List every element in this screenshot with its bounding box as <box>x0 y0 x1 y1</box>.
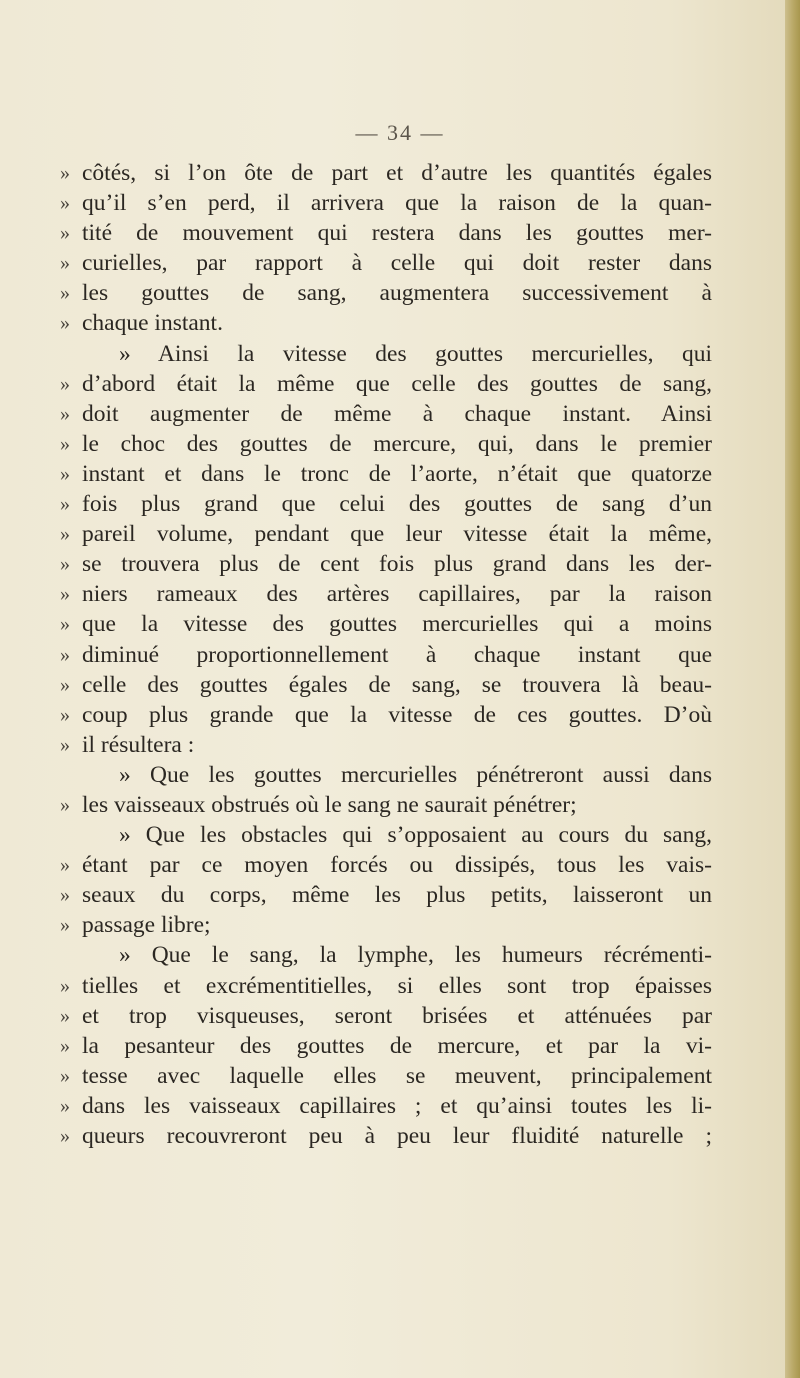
quote-mark: » <box>60 733 70 756</box>
text-line <box>60 700 712 730</box>
text-line <box>60 429 712 459</box>
quote-mark: » <box>60 1125 70 1147</box>
text-line <box>60 1061 712 1091</box>
body-text <box>60 158 712 1151</box>
line-text: » Ainsi la vitesse des gouttes mercurielles, qui <box>119 340 712 367</box>
line-text: côtés, si l’on ôte de part et d’autre les quantités égales <box>82 160 712 186</box>
quote-mark: » <box>60 312 70 335</box>
line-text: le choc des gouttes de mercure, qui, dans le premier <box>82 430 712 457</box>
text-line <box>60 519 712 549</box>
line-text: queurs recouvreront peu à peu leur fluidité naturelle ; <box>82 1123 712 1149</box>
line-text: il résultera : <box>82 731 195 758</box>
text-line <box>60 880 712 910</box>
text-line <box>60 640 712 670</box>
line-text: d’abord était la même que celle des gouttes de sang, <box>82 370 712 397</box>
text-line <box>82 940 712 970</box>
quote-mark: » <box>60 432 70 455</box>
line-text: qu’il s’en perd, il arrivera que la raison de la quan- <box>82 190 712 217</box>
line-text: les gouttes de sang, augmentera successivement à <box>82 280 712 307</box>
line-text: tesse avec laquelle elles se meuvent, principalement <box>82 1062 712 1089</box>
text-line <box>60 399 712 429</box>
line-text: étant par ce moyen forcés ou dissipés, tous les vais- <box>82 852 712 879</box>
text-line <box>60 971 712 1001</box>
text-line <box>60 1091 712 1121</box>
line-text: niers rameaux des artères capillaires, par la raison <box>82 581 712 608</box>
quote-mark: » <box>60 462 70 485</box>
text-line <box>60 248 712 278</box>
quote-mark: » <box>60 1034 70 1057</box>
text-line <box>60 1121 712 1151</box>
line-text: chaque instant. <box>82 310 223 337</box>
line-text: que la vitesse des gouttes mercurielles qui a moins <box>82 611 712 638</box>
line-text: » Que les obstacles qui s’opposaient au cours du sang, <box>119 822 712 849</box>
text-line <box>60 910 712 940</box>
quote-mark: » <box>60 884 70 907</box>
line-text: coup plus grande que la vitesse de ces gouttes. D’où <box>82 701 712 728</box>
quote-mark: » <box>60 974 70 997</box>
quote-mark: » <box>60 1094 70 1117</box>
line-text: dans les vaisseaux capillaires ; et qu’ainsi toutes les li- <box>82 1092 712 1119</box>
text-line <box>60 489 712 519</box>
line-text: tielles et excrémentitielles, si elles sont trop épaisses <box>82 972 712 999</box>
text-line <box>60 730 712 760</box>
quote-mark: » <box>60 282 70 305</box>
line-text: et trop visqueuses, seront brisées et atténuées par <box>82 1002 712 1029</box>
text-line <box>60 369 712 399</box>
line-text: curielles, par rapport à celle qui doit rester dans <box>82 250 712 277</box>
quote-mark: » <box>60 613 70 636</box>
line-text: passage libre; <box>82 912 211 939</box>
quote-mark: » <box>60 854 70 877</box>
line-text: celle des gouttes égales de sang, se trouvera là beau- <box>82 671 712 698</box>
quote-mark: » <box>60 1064 70 1087</box>
line-text: doit augmenter de même à chaque instant. Ainsi <box>82 400 712 427</box>
text-line <box>60 579 712 609</box>
text-line <box>60 549 712 579</box>
text-line <box>60 278 712 308</box>
quote-mark: » <box>60 402 70 425</box>
text-line <box>60 308 712 338</box>
quote-mark: » <box>60 162 70 184</box>
text-line <box>60 459 712 489</box>
quote-mark: » <box>60 222 70 245</box>
text-line <box>60 850 712 880</box>
quote-mark: » <box>60 673 70 696</box>
text-line <box>82 820 712 850</box>
page-edge <box>785 0 800 1378</box>
quote-mark: » <box>60 553 70 576</box>
quote-mark: » <box>60 793 70 816</box>
text-line <box>82 339 712 369</box>
line-text: diminué proportionnellement à chaque instant que <box>82 641 712 668</box>
quote-mark: » <box>60 493 70 516</box>
line-text: pareil volume, pendant que leur vitesse était la même, <box>82 521 712 548</box>
line-text: » Que le sang, la lymphe, les humeurs récrémenti- <box>119 942 712 969</box>
text-line <box>60 609 712 639</box>
line-text: fois plus grand que celui des gouttes de sang d’un <box>82 491 712 518</box>
text-line <box>60 790 712 820</box>
page-number-header: — 34 — <box>355 120 445 145</box>
quote-mark: » <box>60 192 70 215</box>
text-line <box>60 1031 712 1061</box>
quote-mark: » <box>60 252 70 275</box>
text-line <box>60 158 712 188</box>
line-text: tité de mouvement qui restera dans les gouttes mer- <box>82 220 712 247</box>
quote-mark: » <box>60 583 70 606</box>
text-line <box>60 218 712 248</box>
line-text: seaux du corps, même les plus petits, laisseront un <box>82 882 712 909</box>
quote-mark: » <box>60 914 70 937</box>
line-text: la pesanteur des gouttes de mercure, et par la vi- <box>82 1032 712 1059</box>
quote-mark: » <box>60 523 70 546</box>
quote-mark: » <box>60 372 70 395</box>
text-line <box>60 188 712 218</box>
line-text: » Que les gouttes mercurielles pénétreront aussi dans <box>119 761 712 788</box>
line-text: les vaisseaux obstrués où le sang ne saurait pénétrer; <box>82 791 577 818</box>
line-text: se trouvera plus de cent fois plus grand dans les der- <box>82 551 712 578</box>
text-line <box>60 1001 712 1031</box>
text-line <box>82 760 712 790</box>
quote-mark: » <box>60 1004 70 1027</box>
text-line <box>60 670 712 700</box>
line-text: instant et dans le tronc de l’aorte, n’était que quatorze <box>82 460 712 487</box>
quote-mark: » <box>60 643 70 666</box>
quote-mark: » <box>60 703 70 726</box>
